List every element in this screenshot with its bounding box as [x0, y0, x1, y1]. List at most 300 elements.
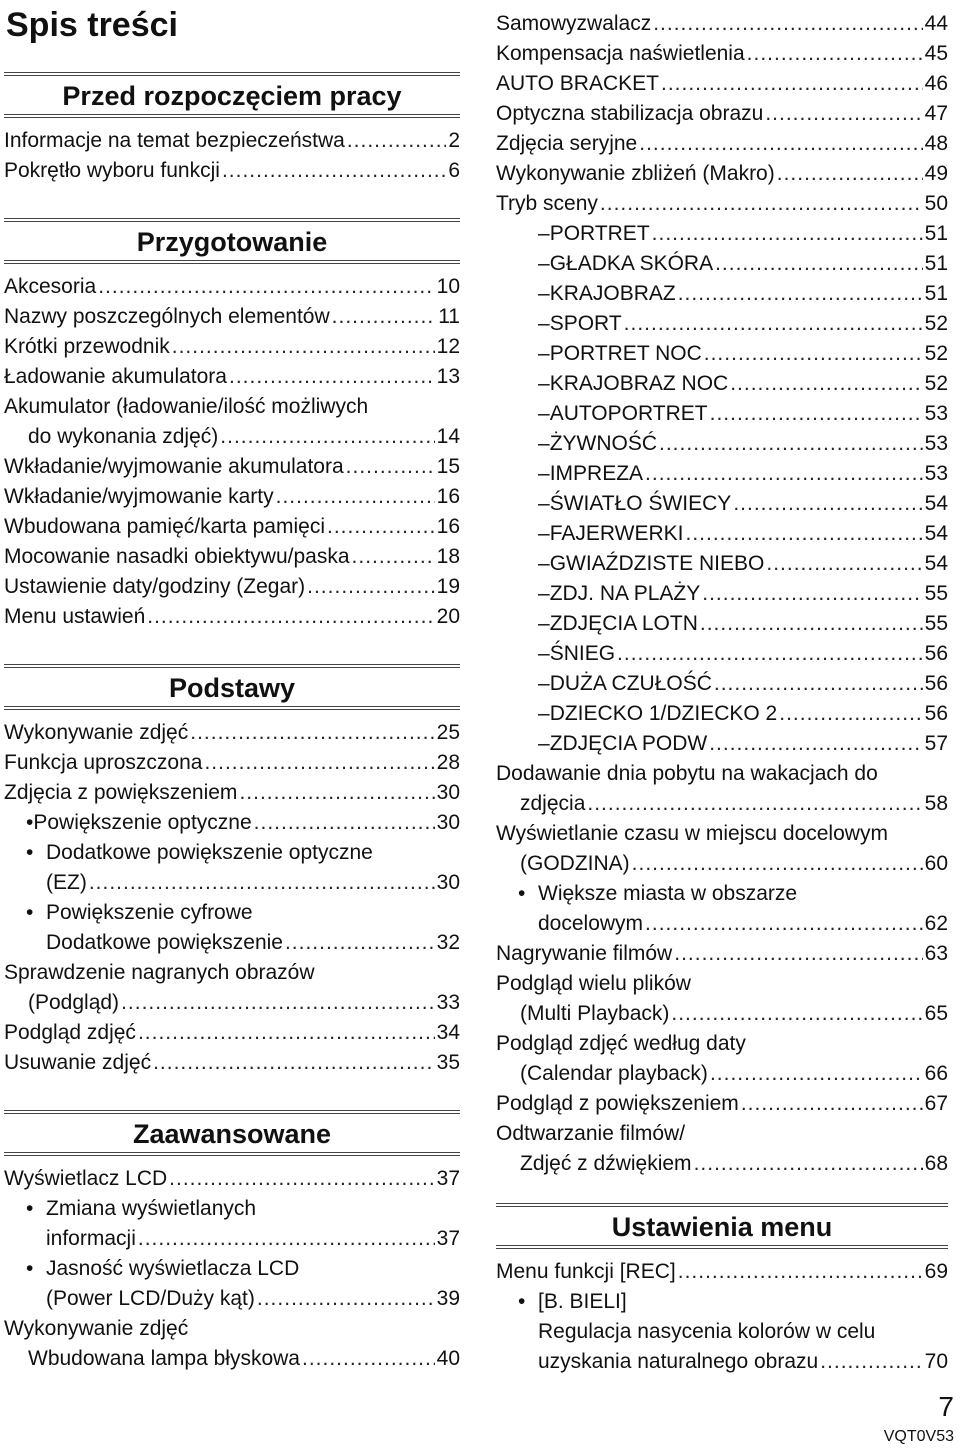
dot-leader	[617, 639, 923, 669]
toc-entry[interactable]	[4, 332, 460, 362]
toc-entry-page: 45	[924, 42, 948, 65]
toc-entry-page: 62	[924, 912, 948, 935]
toc-entry-title: Dodatkowe powiększenie optyczne	[46, 841, 373, 864]
dot-leader	[204, 748, 434, 778]
section-rule	[496, 1206, 948, 1207]
toc-entry-page: 56	[924, 702, 948, 725]
toc-entry[interactable]	[496, 669, 948, 699]
toc-entry[interactable]	[496, 579, 948, 609]
dash-bullet: –	[538, 402, 550, 425]
section-title: Przed rozpoczęciem pracy	[62, 81, 402, 111]
toc-entry-title: KRAJOBRAZ NOC	[549, 372, 729, 395]
dot-leader	[700, 609, 923, 639]
toc-entry-title: Usuwanie zdjęć	[4, 1051, 152, 1074]
section-rule	[4, 709, 460, 710]
section-title: Ustawienia menu	[611, 1212, 833, 1242]
dot-leader	[766, 549, 922, 579]
dot-leader	[652, 219, 923, 249]
toc-entry[interactable]	[496, 69, 948, 99]
dash-bullet: –	[538, 432, 550, 455]
toc-entry-title: Podgląd z powiększeniem	[496, 1092, 739, 1115]
page-title: Spis treści	[6, 6, 178, 44]
dot-leader	[222, 156, 446, 186]
dot-leader	[587, 789, 922, 819]
dash-bullet: –	[538, 462, 550, 485]
toc-entry-page: 16	[436, 515, 460, 538]
toc-entry-title: Pokrętło wyboru funkcji	[4, 159, 220, 182]
toc-entry-page: 57	[924, 732, 948, 755]
dot-bullet: •	[26, 841, 34, 864]
dot-leader	[709, 729, 922, 759]
toc-entry-page: 53	[924, 432, 948, 455]
toc-entry-page: 18	[436, 545, 460, 568]
toc-entry[interactable]	[496, 39, 948, 69]
dot-leader	[276, 482, 435, 512]
toc-entry-page: 12	[436, 335, 460, 358]
toc-entry[interactable]	[4, 302, 460, 332]
toc-entry-page: 55	[924, 582, 948, 605]
toc-entry-page: 46	[924, 72, 948, 95]
toc-entry-title: Sprawdzenie nagranych obrazów	[4, 961, 315, 984]
page-number: 7	[938, 1391, 954, 1422]
toc-entry-page: 53	[924, 462, 948, 485]
toc-entry[interactable]	[4, 928, 460, 958]
section-rule	[496, 1245, 948, 1246]
toc-entry-page: 68	[924, 1152, 948, 1175]
dash-bullet: –	[538, 672, 550, 695]
toc-entry[interactable]	[496, 459, 948, 489]
toc-entry-title: Akcesoria	[4, 275, 97, 298]
toc-entry[interactable]	[4, 1314, 460, 1344]
section-rule	[496, 1248, 948, 1249]
section-rule	[4, 117, 460, 118]
toc-entry-title: AUTOPORTRET	[549, 402, 708, 425]
toc-entry[interactable]	[496, 939, 948, 969]
toc-entry[interactable]	[4, 748, 460, 778]
dash-bullet: –	[538, 252, 550, 275]
dot-leader	[779, 699, 922, 729]
toc-entry-title: Podgląd zdjęć według daty	[496, 1032, 746, 1055]
toc-entry-page: 56	[924, 672, 948, 695]
toc-entry-title: ŻYWNOŚĆ	[549, 432, 658, 455]
dot-leader	[710, 1059, 923, 1089]
toc-entry-page: 48	[924, 132, 948, 155]
dot-leader	[715, 249, 923, 279]
toc-entry[interactable]	[4, 1344, 460, 1374]
toc-entry-title: Samowyzwalacz	[496, 12, 652, 35]
toc-entry[interactable]	[496, 1029, 948, 1059]
toc-entry-title: Funkcja uproszczona	[4, 751, 203, 774]
toc-entry-title: Jasność wyświetlacza LCD	[46, 1257, 300, 1280]
dot-leader	[686, 519, 923, 549]
toc-entry[interactable]	[496, 909, 948, 939]
toc-entry[interactable]	[496, 249, 948, 279]
toc-entry-page: 44	[924, 12, 948, 35]
toc-entry-page: 65	[924, 1002, 948, 1025]
toc-entry[interactable]	[496, 519, 948, 549]
toc-entry-title: Akumulator (ładowanie/ilość możliwych	[4, 395, 369, 418]
toc-entry-title: Podgląd zdjęć	[4, 1021, 136, 1044]
dot-leader	[307, 572, 435, 602]
toc-entry-title: Nazwy poszczególnych elementów	[4, 305, 330, 328]
toc-entry-title: ZDJĘCIA LOTN	[549, 612, 698, 635]
toc-entry[interactable]	[496, 399, 948, 429]
toc-entry[interactable]	[496, 639, 948, 669]
dot-bullet: •	[26, 811, 34, 834]
section-title: Przygotowanie	[136, 227, 328, 257]
toc-entry[interactable]	[496, 849, 948, 879]
dash-bullet: –	[538, 372, 550, 395]
toc-entry-title: SPORT	[549, 312, 622, 335]
toc-entry-page: 63	[924, 942, 948, 965]
toc-entry-page: 67	[924, 1092, 948, 1115]
toc-entry[interactable]	[496, 99, 948, 129]
toc-entry-page: 69	[924, 1260, 948, 1283]
dot-leader	[659, 429, 923, 459]
toc-entry-title: docelowym	[538, 912, 644, 935]
toc-entry[interactable]	[496, 1347, 948, 1377]
toc-entry-title: Wkładanie/wyjmowanie karty	[4, 485, 274, 508]
toc-entry-page: 54	[924, 522, 948, 545]
toc-entry[interactable]	[496, 429, 948, 459]
toc-section	[4, 1102, 460, 1398]
toc-entry-title: Nagrywanie filmów	[496, 942, 673, 965]
section-header	[496, 1195, 948, 1257]
toc-entry-title: Dodawanie dnia pobytu na wakacjach do	[496, 762, 878, 785]
toc-entry-page: 50	[924, 192, 948, 215]
toc-entry-title: (GODZINA)	[520, 852, 630, 875]
toc-entry-title: Większe miasta w obszarze	[538, 882, 798, 905]
toc-entry-title: Wyświetlacz LCD	[4, 1167, 168, 1190]
dot-leader	[138, 1224, 435, 1254]
toc-entry-title: Regulacja nasycenia kolorów w celu	[538, 1320, 876, 1343]
toc-entry-page: 19	[436, 575, 460, 598]
toc-entry-title: AUTO BRACKET	[496, 72, 659, 95]
toc-entry-page: 16	[436, 485, 460, 508]
toc-entry-title: Powiększenie cyfrowe	[46, 901, 253, 924]
toc-entry[interactable]	[496, 1257, 948, 1287]
dot-leader	[257, 1284, 435, 1314]
toc-entry-title: informacji	[46, 1227, 136, 1250]
dot-leader	[138, 1018, 435, 1048]
toc-entry[interactable]	[4, 512, 460, 542]
dot-leader	[645, 459, 923, 489]
dash-bullet: –	[538, 312, 550, 335]
toc-entry-title: Zdjęcia seryjne	[496, 132, 638, 155]
toc-entry[interactable]	[4, 1164, 460, 1194]
toc-entry[interactable]	[4, 452, 460, 482]
toc-entry[interactable]	[496, 759, 948, 789]
section-rule	[4, 75, 460, 76]
toc-entry[interactable]	[496, 699, 948, 729]
toc-entry[interactable]	[4, 542, 460, 572]
toc-section	[4, 210, 460, 656]
toc-entry[interactable]	[4, 1018, 460, 1048]
dot-leader	[678, 1257, 923, 1287]
toc-entry[interactable]	[496, 9, 948, 39]
dash-bullet: –	[538, 342, 550, 365]
dot-leader	[346, 452, 435, 482]
dot-leader	[632, 849, 923, 879]
toc-entry[interactable]	[4, 362, 460, 392]
toc-entry[interactable]	[4, 572, 460, 602]
document-code: VQT0V53	[883, 1428, 954, 1445]
dot-leader	[147, 602, 434, 632]
toc-entry-title: Wyświetlanie czasu w miejscu docelowym	[496, 822, 888, 845]
section-header	[4, 64, 460, 126]
toc-entry[interactable]	[4, 898, 460, 928]
toc-entry-title: GWIAŹDZISTE NIEBO	[549, 552, 765, 575]
toc-entry-title: ZDJ. NA PLAŻY	[549, 582, 701, 605]
dot-leader	[653, 9, 922, 39]
toc-entry-title: PORTRET	[549, 222, 650, 245]
toc-entry-title: Wykonywanie zdjęć	[4, 1317, 189, 1340]
toc-entry-page: 28	[436, 751, 460, 774]
toc-entry-title: Wkładanie/wyjmowanie akumulatora	[4, 455, 344, 478]
toc-entry-page: 14	[436, 425, 460, 448]
section-title: Podstawy	[168, 673, 296, 703]
toc-entry-title: Dodatkowe powiększenie	[46, 931, 283, 954]
toc-entry[interactable]	[496, 1059, 948, 1089]
toc-entry[interactable]	[4, 1254, 460, 1284]
toc-entry-page: 37	[436, 1167, 460, 1190]
toc-entry-page: 55	[924, 612, 948, 635]
section-rule	[4, 1113, 460, 1114]
toc-entry-title: uzyskania naturalnego obrazu	[538, 1350, 819, 1373]
toc-entry[interactable]	[496, 549, 948, 579]
toc-entry[interactable]	[4, 778, 460, 808]
toc-entry[interactable]	[4, 392, 460, 422]
toc-section	[4, 64, 460, 210]
dash-bullet: –	[538, 732, 550, 755]
dot-leader	[190, 718, 434, 748]
toc-entry[interactable]	[4, 1048, 460, 1078]
toc-entry-title: (Podgląd)	[28, 991, 120, 1014]
section-rule	[4, 706, 460, 707]
toc-entry-title: DUŻA CZUŁOŚĆ	[549, 672, 712, 695]
dot-leader	[777, 159, 923, 189]
toc-entry[interactable]	[4, 482, 460, 512]
toc-entry-title: Wbudowana lampa błyskowa	[28, 1347, 300, 1370]
toc-entry[interactable]	[4, 272, 460, 302]
toc-entry-title: Menu ustawień	[4, 605, 146, 628]
toc-entry[interactable]	[4, 422, 460, 452]
toc-entry-title: (Calendar playback)	[520, 1062, 708, 1085]
toc-entry[interactable]	[496, 609, 948, 639]
toc-entry[interactable]	[496, 819, 948, 849]
toc-entry[interactable]	[496, 1317, 948, 1347]
toc-entry[interactable]	[496, 159, 948, 189]
toc-entry[interactable]	[496, 189, 948, 219]
section-title: Zaawansowane	[132, 1119, 332, 1149]
toc-entry-title: (Power LCD/Duży kąt)	[46, 1287, 255, 1310]
dash-bullet: –	[538, 222, 550, 245]
toc-entry-page: 37	[436, 1227, 460, 1250]
toc-entry[interactable]	[4, 988, 460, 1018]
toc-entry-page: 49	[924, 162, 948, 185]
toc-entry-title: [B. BIELI]	[538, 1290, 627, 1313]
toc-entry[interactable]	[496, 1119, 948, 1149]
dot-leader	[674, 939, 922, 969]
dot-leader	[702, 579, 922, 609]
dot-bullet: •	[26, 1257, 34, 1280]
dot-leader	[747, 39, 923, 69]
toc-entry-page: 15	[436, 455, 460, 478]
toc-entry-title: ŚWIATŁO ŚWIECY	[549, 492, 732, 515]
toc-entry[interactable]	[496, 1287, 948, 1317]
toc-entry-title: Informacje na temat bezpieczeństwa	[4, 129, 345, 152]
dot-leader	[89, 868, 435, 898]
toc-entry-page: 40	[436, 1347, 460, 1370]
toc-entry-title: do wykonania zdjęć)	[28, 425, 219, 448]
dot-leader	[730, 369, 922, 399]
toc-entry-page: 58	[924, 792, 948, 815]
toc-entry[interactable]	[496, 489, 948, 519]
toc-entry[interactable]	[496, 369, 948, 399]
toc-section	[4, 656, 460, 1102]
toc-entry-title: Ustawienie daty/godziny (Zegar)	[4, 575, 306, 598]
toc-entry-title: Zdjęcia z powiększeniem	[4, 781, 238, 804]
toc-entry-title: GŁADKA SKÓRA	[549, 252, 714, 275]
toc-entry-title: Wbudowana pamięć/karta pamięci	[4, 515, 325, 538]
toc-entry-title: Zdjęć z dźwiękiem	[520, 1152, 692, 1175]
toc-entry-title: Mocowanie nasadki obiektywu/paska	[4, 545, 350, 568]
dot-leader	[153, 1048, 435, 1078]
toc-entry[interactable]	[496, 1149, 948, 1179]
toc-entry-title: Ładowanie akumulatora	[4, 365, 227, 388]
toc-entry-page: 60	[924, 852, 948, 875]
toc-entry[interactable]	[496, 279, 948, 309]
dot-leader	[332, 302, 437, 332]
toc-entry[interactable]	[496, 219, 948, 249]
toc-entry-page: 56	[924, 642, 948, 665]
dash-bullet: –	[538, 552, 550, 575]
section-rule	[4, 667, 460, 668]
toc-entry[interactable]	[496, 969, 948, 999]
section-rule	[4, 218, 460, 219]
toc-entry[interactable]	[4, 156, 460, 186]
dot-leader	[820, 1347, 922, 1377]
toc-entry[interactable]	[496, 879, 948, 909]
dot-leader	[220, 422, 434, 452]
section-rule	[4, 72, 460, 73]
toc-entry[interactable]	[496, 999, 948, 1029]
toc-entry-page: 52	[924, 312, 948, 335]
toc-entry-page: 10	[436, 275, 460, 298]
toc-entry-title: Wykonywanie zdjęć	[4, 721, 189, 744]
toc-entry-page: 70	[924, 1350, 948, 1373]
toc-entry[interactable]	[496, 129, 948, 159]
left-column	[4, 64, 460, 1398]
dot-leader	[678, 279, 923, 309]
toc-entry-title: Optyczna stabilizacja obrazu	[496, 102, 764, 125]
toc-entry[interactable]	[4, 602, 460, 632]
section-rule	[4, 664, 460, 665]
section-rule	[4, 263, 460, 264]
toc-entry-title: Menu funkcji [REC]	[496, 1260, 676, 1283]
toc-entry-page: 32	[436, 931, 460, 954]
dot-leader	[733, 489, 922, 519]
toc-entry[interactable]	[496, 789, 948, 819]
right-column	[496, 9, 948, 1377]
section-header	[4, 656, 460, 718]
toc-entry-title: (EZ)	[46, 871, 87, 894]
toc-entry[interactable]	[496, 339, 948, 369]
toc-entry-page: 52	[924, 372, 948, 395]
dot-leader	[285, 928, 435, 958]
toc-entry-page: 25	[436, 721, 460, 744]
dot-leader	[352, 542, 435, 572]
dot-leader	[254, 808, 435, 838]
dot-leader	[710, 399, 923, 429]
dot-bullet: •	[26, 901, 34, 924]
toc-entry[interactable]	[4, 1194, 460, 1224]
toc-entry-page: 2	[448, 129, 460, 152]
toc-entry-title: Podgląd wielu plików	[496, 972, 691, 995]
toc-entry-page: 20	[436, 605, 460, 628]
toc-entry[interactable]	[4, 718, 460, 748]
toc-entry[interactable]	[4, 1284, 460, 1314]
section-rule	[4, 1152, 460, 1153]
toc-entry-page: 30	[436, 871, 460, 894]
dot-leader	[239, 778, 434, 808]
dash-bullet: –	[538, 492, 550, 515]
toc-entry-title: Tryb sceny	[496, 192, 598, 215]
toc-entry-title: Powiększenie optyczne	[33, 811, 252, 834]
dot-bullet: •	[518, 882, 526, 905]
toc-entry-title: KRAJOBRAZ	[549, 282, 676, 305]
section-header	[4, 1102, 460, 1164]
toc-entry-title: Odtwarzanie filmów/	[496, 1122, 686, 1145]
dot-leader	[121, 988, 435, 1018]
dot-leader	[600, 189, 923, 219]
toc-entry-title: (Multi Playback)	[520, 1002, 670, 1025]
toc-entry-page: 13	[436, 365, 460, 388]
dot-leader	[704, 339, 923, 369]
section-rule	[4, 1155, 460, 1156]
toc-entry[interactable]	[4, 1224, 460, 1254]
toc-entry-page: 66	[924, 1062, 948, 1085]
section-rule	[4, 221, 460, 222]
dot-leader	[741, 1089, 923, 1119]
toc-entry-page: 11	[438, 305, 460, 328]
toc-entry-page: 34	[436, 1021, 460, 1044]
dot-leader	[229, 362, 435, 392]
toc-entry-title: zdjęcia	[520, 792, 586, 815]
toc-entry-page: 39	[436, 1287, 460, 1310]
toc-entry[interactable]	[496, 309, 948, 339]
toc-entry-page: 30	[436, 781, 460, 804]
dot-leader	[765, 99, 922, 129]
toc-entry-page: 54	[924, 552, 948, 575]
dot-leader	[172, 332, 435, 362]
toc-entry[interactable]	[4, 868, 460, 898]
dash-bullet: –	[538, 642, 550, 665]
dot-leader	[302, 1344, 435, 1374]
toc-entry[interactable]	[4, 126, 460, 156]
toc-entry[interactable]	[4, 958, 460, 988]
toc-entry-page: 54	[924, 492, 948, 515]
dot-leader	[624, 309, 923, 339]
toc-entry[interactable]	[4, 838, 460, 868]
toc-entry-page: 52	[924, 342, 948, 365]
toc-entry[interactable]	[496, 729, 948, 759]
toc-entry-page: 51	[924, 222, 948, 245]
toc-entry[interactable]	[4, 808, 460, 838]
dash-bullet: –	[538, 702, 550, 725]
toc-entry[interactable]	[496, 1089, 948, 1119]
dot-leader	[639, 129, 922, 159]
